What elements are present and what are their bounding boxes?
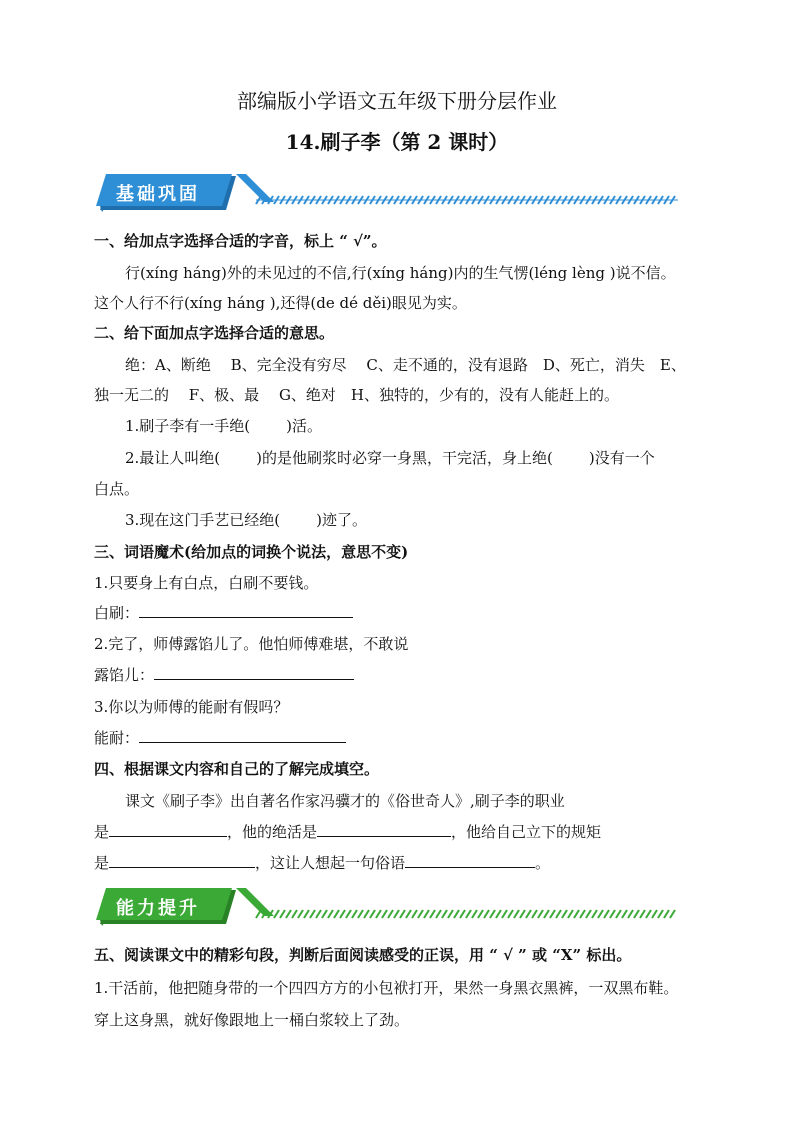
q2-s1-text-b: )活。 — [286, 417, 323, 435]
q2-s2-text-a: 2.最让人叫绝( — [125, 449, 221, 467]
q2-options-line1: 绝：A、断绝 B、完全没有穷尽 C、走不通的，没有退路 D、死亡，消失 E、 — [125, 356, 686, 374]
q2-s3-text-b: )迹了。 — [316, 511, 368, 529]
q5-heading: 五、阅读课文中的精彩句段，判断后面阅读感受的正误，用 “ √ ” 或 “X” 标出。 — [94, 946, 632, 964]
basic-section-label: 基础巩固 — [116, 184, 200, 205]
q4-blank-saying[interactable] — [405, 853, 535, 868]
q4-text-p4: 是 — [94, 854, 110, 872]
q2-s2-continuation: 白点。 — [94, 480, 140, 498]
q2-s1-text-a: 1.刷子李有一手绝( — [125, 417, 251, 435]
q4-text-p1: 是 — [94, 823, 110, 841]
q2-sentence1 — [125, 415, 322, 436]
ability-section-label: 能力提升 — [116, 898, 200, 919]
basic-section-banner — [96, 172, 678, 216]
q4-blank-occupation[interactable] — [109, 822, 227, 837]
q3-label1: 白刷： — [94, 604, 140, 622]
q1-line2: 这个人行不行(xíng háng ),还得(de dé děi)眼见为实。 — [94, 294, 467, 312]
q3-answer3-blank[interactable] — [139, 728, 346, 743]
q4-line2 — [94, 821, 601, 842]
q4-blank-skill[interactable] — [317, 822, 451, 837]
q2-s2-text-c: )没有一个 — [588, 449, 655, 467]
q3-answer2-blank[interactable] — [154, 665, 354, 680]
q2-heading: 二、给下面加点字选择合适的意思。 — [94, 324, 335, 342]
q3-item2: 2.完了，师傅露馅儿了。他怕师傅难堪，不敢说 — [94, 635, 409, 653]
q3-answer1-blank[interactable] — [139, 603, 353, 618]
q5-line1: 1.干活前，他把随身带的一个四四方方的小包袱打开，果然一身黑衣黑裤，一双黑布鞋。 — [94, 979, 679, 997]
q4-line1: 课文《刷子李》出自著名作家冯骥才的《俗世奇人》,刷子李的职业 — [125, 792, 565, 810]
lesson-title: 14.刷子李（第 2 课时） — [285, 130, 509, 154]
q4-blank-rule[interactable] — [109, 853, 255, 868]
q3-answer3 — [94, 727, 346, 748]
q3-item1: 1.只要身上有白点，白刷不要钱。 — [94, 574, 319, 592]
q4-text-p5: ，这让人想起一句俗语 — [255, 854, 406, 872]
q4-text-p6: 。 — [535, 854, 551, 872]
q3-item3: 3.你以为师傅的能耐有假吗？ — [94, 698, 289, 716]
q4-text-p2: ，他的绝活是 — [227, 823, 318, 841]
ability-section-banner — [96, 886, 678, 930]
q2-s3-text-a: 3.现在这门手艺已经绝( — [125, 511, 281, 529]
q3-label2: 露馅儿： — [94, 666, 155, 684]
q2-options-line2: 独一无二的 F、极、最 G、绝对 H、独特的，少有的，没有人能赶上的。 — [94, 386, 620, 404]
q3-answer2 — [94, 664, 354, 685]
q4-line3 — [94, 852, 550, 873]
q1-heading: 一、给加点字选择合适的字音，标上 “ √”。 — [94, 232, 387, 250]
q5-line2: 穿上这身黑，就好像跟地上一桶白浆较上了劲。 — [94, 1011, 410, 1029]
q2-s2-text-b: )的是他刷浆时必穿一身黑，干完活，身上绝( — [256, 449, 553, 467]
q1-line1: 行(xíng háng)外的未见过的不信,行(xíng háng)内的生气愣(léng lèng )说不信。 — [125, 264, 676, 282]
q3-label3: 能耐： — [94, 729, 140, 747]
q4-text-p3: ，他给自己立下的规矩 — [451, 823, 602, 841]
q3-answer1 — [94, 602, 353, 623]
q2-sentence2 — [125, 447, 655, 468]
q4-heading: 四、根据课文内容和自己的了解完成填空。 — [94, 760, 380, 778]
q3-heading: 三、词语魔术(给加点的词换个说法，意思不变) — [94, 543, 409, 561]
document-title: 部编版小学语文五年级下册分层作业 — [237, 89, 557, 113]
q2-sentence3 — [125, 509, 367, 530]
